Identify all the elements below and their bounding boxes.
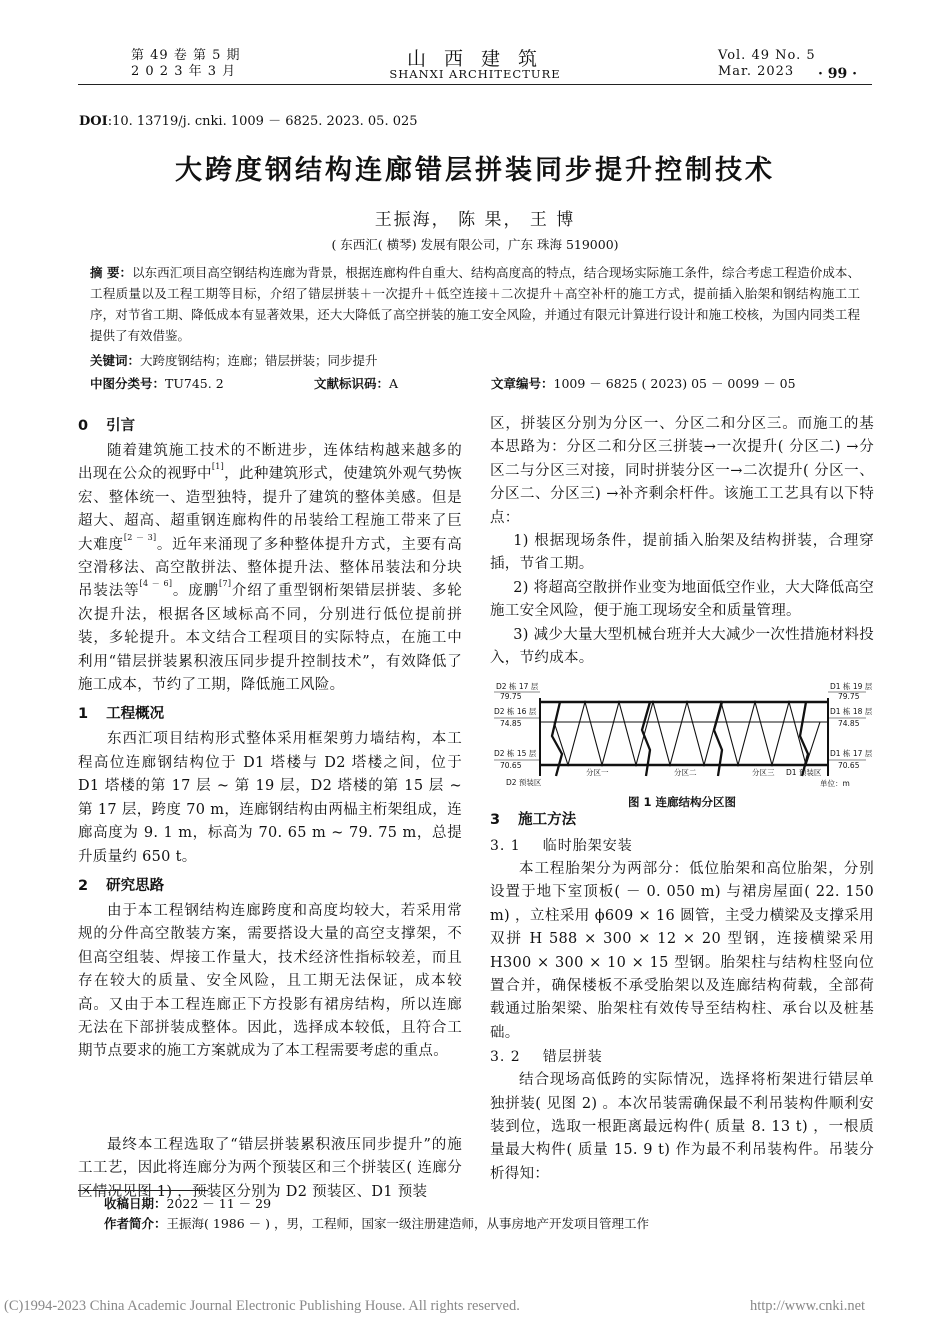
- d2-floor-15-elevation: 70.65: [500, 761, 522, 770]
- figure-1-corridor-zones: [490, 680, 873, 790]
- author-bio-text: 王振海( 1986 － ) ，男，工程师，国家一级注册建造师，从事房地产开发项目管理工作: [166, 1216, 649, 1231]
- doi: [79, 110, 418, 129]
- keywords-text: 大跨度钢结构；连廊；错层拼装；同步提升: [140, 353, 378, 368]
- section-1-heading: [78, 700, 462, 728]
- cnki-url-watermark: http://www.cnki.net: [750, 1298, 866, 1314]
- paper-title: 大跨度钢结构连廊错层拼装同步提升控制技术: [175, 155, 775, 186]
- d1-floor-19-elevation: 79.75: [838, 692, 860, 701]
- doi-value: :10. 13719/j. cnki. 1009 － 6825. 2023. 05. 025: [107, 114, 418, 129]
- section-3-2-number: 3. 2: [490, 1049, 521, 1066]
- d2-floor-17-elevation: 79.75: [500, 692, 522, 701]
- staggered-assembly-paragraph: [490, 1069, 874, 1186]
- header-rule: [78, 84, 872, 85]
- article-number-value: 1009 － 6825 ( 2023) 05 － 0099 － 05: [553, 376, 796, 391]
- overview-paragraph: [78, 728, 462, 868]
- zone-1-label: 分区一: [586, 768, 609, 777]
- section-3-title: 施工方法: [518, 812, 577, 828]
- citation-4: [7]: [219, 579, 232, 589]
- header-volume-cn: 第 49 卷 第 5 期: [131, 48, 241, 63]
- research-text-2-start: 最终本工程选取了“错层拼装累积液压同步提升”的施工工艺，因此将连廊分为两个预装区和三个拼装区( 连廊分区情况见图 1) ，预装区分别为 D2 预装区、D1 预装: [78, 1137, 462, 1200]
- author-bio: [104, 1213, 649, 1234]
- section-0-title: 引言: [106, 418, 136, 434]
- section-2-number: 2: [78, 877, 89, 894]
- received-label: 收稿日期：: [104, 1196, 167, 1211]
- truss-web: [554, 702, 820, 765]
- header-journal-en: SHANXI ARCHITECTURE: [389, 67, 561, 81]
- feature-1: 1) 根据现场条件，提前插入胎架及结构拼装，合理穿插，节省工期。: [490, 533, 874, 573]
- d1-floor-18-elevation: 74.85: [838, 719, 860, 728]
- received-value: 2022 － 11 － 29: [166, 1196, 272, 1211]
- d2-floor-17: D2 栋 17 层: [496, 682, 539, 691]
- footnote-rule: [78, 1190, 208, 1191]
- feature-2: 2) 将超高空散拼作业变为地面低空作业，大大降低高空施工安全风险，便于施工现场安全和质量管理。: [490, 579, 874, 620]
- feature-3: 3) 减少大量大型机械台班并大大减少一次性措施材料投入，节约成本。: [490, 626, 874, 667]
- author-bio-label: 作者简介：: [104, 1216, 167, 1231]
- clc-label: 中图分类号：: [90, 376, 166, 391]
- citation-3: [4 － 6]: [139, 579, 173, 589]
- right-column-top: [490, 413, 874, 670]
- section-0-number: 0: [78, 418, 89, 434]
- section-3-1-heading: [490, 834, 874, 858]
- d1-floor-19: D1 栋 19 层: [830, 682, 873, 691]
- authors: 王振海， 陈 果， 王 博: [374, 210, 576, 230]
- section-3-2-title: 错层拼装: [542, 1049, 603, 1066]
- affiliation: ( 东西汇( 横琴) 发展有限公司，广东 珠海 519000): [331, 237, 619, 252]
- intro-text-c: 。近年来涌现了多种整体提升方式，主要有高空滑移法、高空散拼法、整体提升法、整体吊装法和分块吊装法等: [78, 536, 463, 600]
- d2-floor-16: D2 栋 16 层: [494, 707, 537, 716]
- abstract: [90, 262, 860, 346]
- zone-3-label: 分区三: [752, 768, 775, 777]
- research-paragraph: [78, 900, 462, 1064]
- section-3-number: 3: [490, 812, 501, 828]
- intro-text-a: 随着建筑施工技术的不断进步，连体结构越来越多的出现在公众的视野中: [78, 443, 462, 483]
- d1-floor-18: D1 栋 18 层: [830, 707, 873, 716]
- staggered-assembly-text: 结合现场高低跨的实际情况，选择将桁架进行错层单独拼装( 见图 2) 。本次吊装需确保最不利吊装构件顺利安装到位，选取一根距离最远构件( 质量 8. 13 t) ，一根质量最大构件( 质量 15. 9 t) 作为最不利吊装构件。吊装分析得知：: [490, 1072, 874, 1182]
- intro-text-e: 介绍了重型钢桁架错层拼装、多轮次提升法，根据各区域标高不同，分别进行低位提前拼装，多轮提升。本文结合工程项目的实际特点，在施工中利用“错层拼装累积液压同步提升控制技术”，有效降低了施工成本，节约了工期，降低施工风险。: [78, 583, 463, 694]
- research-continued-left: [78, 1134, 462, 1200]
- header-date-cn: 2 0 2 3 年 3 月: [131, 64, 237, 79]
- section-1-title: 工程概况: [106, 706, 165, 723]
- section-3-heading: [490, 806, 874, 834]
- research-text-2-end: 区，拼装区分别为分区一、分区二和分区三。而施工的基本思路为：分区二和分区三拼装→一次提升( 分区二) →分区二与分区三对接，同时拼装分区一→二次提升( 分区一、分区二、分区三) →补齐剩余杆件。该施工工艺具有以下特点：: [490, 416, 874, 526]
- keywords-label: 关键词：: [90, 353, 141, 368]
- d1-preassembly-label: D1 预装区: [786, 768, 822, 777]
- formwork-paragraph: [490, 858, 874, 1045]
- article-number: [491, 373, 796, 394]
- section-1-number: 1: [78, 706, 89, 723]
- formwork-text: 本工程胎架分为两部分：低位胎架和高位胎架，分别设置于地下室顶板( － 0. 050 m) 与裙房屋面( 22. 150 m) ，立柱采用 ϕ609 × 16 圆管，主受力横梁及支撑采用双拼 H 588 × 300 × 12 × 20 型钢，连接横梁采用 H300 × 300 × 10 × 15 型钢。胎架柱与结构柱竖向位置合并，确保楼板不承受胎架以及连廊结构荷载，全部荷载通过胎架梁、胎架柱有效传导至结构柱、承台以及桩基础。: [490, 861, 874, 1041]
- research-text-1: 由于本工程钢结构连廊跨度和高度均较大，若采用常规的分件高空散装方案，需要搭设大量的高空支撑架，不但高空组装、焊接工作量大，技术经济性指标较差，而且存在较大的质量、安全风险，且工期无法保证，成本较高。又由于本工程连廊正下方投影有裙房结构，所以连廊无法在下部拼装成整体。因此，选择成本较低，且符合工期节点要求的施工方案就成为了本工程需要考虑的重点。: [78, 902, 462, 1060]
- doc-code-label: 文献标识码：: [314, 376, 390, 391]
- section-2-title: 研究思路: [106, 877, 165, 894]
- section-3-1-number: 3. 1: [490, 838, 521, 854]
- section-0-heading: [78, 412, 462, 440]
- copyright-watermark: (C)1994-2023 China Academic Journal Electronic Publishing House. All rights reserved.: [4, 1298, 520, 1314]
- abstract-label: 摘 要：: [90, 265, 133, 280]
- d2-preassembly-label: D2 预装区: [506, 778, 542, 787]
- intro-text-b: ，此种建筑形式，使建筑外观气势恢宏、整体统一、造型独特，提升了建筑的整体美感。但是超大、超高、超重钢连廊构件的吊装给工程施工带来了巨大难度: [78, 466, 462, 553]
- abstract-text: 以东西汇项目高空钢结构连廊为背景，根据连廊构件自重大、结构高度高的特点，结合现场实际施工条件，综合考虑工程造价成本、工程质量以及工程工期等目标，介绍了错层拼装＋一次提升＋低空连接＋二次提升＋高空补杆的施工方式，提前插入胎架和钢结构施工工序，对节省工期、降低成本有显著效果，还大大降低了高空拼装的施工安全风险，并通过有限元计算进行设计和施工校核，为国内同类工程提供了有效借鉴。: [90, 265, 860, 343]
- left-column: [78, 412, 462, 1064]
- intro-paragraph: [78, 440, 462, 697]
- section-2-heading: [78, 872, 462, 900]
- unit-label: 单位：m: [820, 779, 850, 788]
- d1-floor-17-elevation: 70.65: [838, 761, 860, 770]
- received-date: [104, 1193, 271, 1214]
- document-code: [314, 373, 398, 394]
- citation-2: [2 － 3]: [123, 532, 157, 542]
- header-date-en: Mar. 2023: [718, 64, 795, 79]
- header-journal-cn: 山 西 建 筑: [406, 48, 544, 70]
- d2-floor-15: D2 栋 15 层: [494, 749, 537, 758]
- citation-1: [1]: [211, 462, 225, 472]
- zone-2-label: 分区二: [674, 768, 697, 777]
- clc-value: TU745. 2: [165, 376, 224, 391]
- keywords: [90, 350, 378, 371]
- d2-floor-16-elevation: 74.85: [500, 719, 522, 728]
- figure-1-caption: 图 1 连廊结构分区图: [627, 795, 736, 809]
- doc-code-value: A: [389, 376, 399, 391]
- doi-label: DOI: [79, 114, 108, 129]
- overview-text: 东西汇项目结构形式整体采用框架剪力墙结构，本工程高位连廊钢结构位于 D1 塔楼与 D2 塔楼之间，位于 D1 塔楼的第 17 层 ~ 第 19 层，D2 塔楼的第 15 层 ~ 第 17 层，跨度 70 m，连廊钢结构由两榀主桁架组成，连廊高度为 9. 1 m，标高为 70. 65 m ~ 79. 75 m，总提升质量约 650 t。: [78, 731, 462, 865]
- section-3-1-title: 临时胎架安装: [542, 838, 633, 854]
- section-3-2-heading: [490, 1045, 874, 1069]
- d1-floor-17: D1 栋 17 层: [830, 749, 873, 758]
- intro-text-d: 。庞鹏: [172, 583, 220, 600]
- clc-number: [90, 373, 224, 394]
- article-number-label: 文章编号：: [491, 376, 554, 391]
- header-volume-en: Vol. 49 No. 5: [718, 48, 816, 63]
- right-column-bottom: [490, 806, 874, 1186]
- page-number: · 99 ·: [818, 66, 857, 82]
